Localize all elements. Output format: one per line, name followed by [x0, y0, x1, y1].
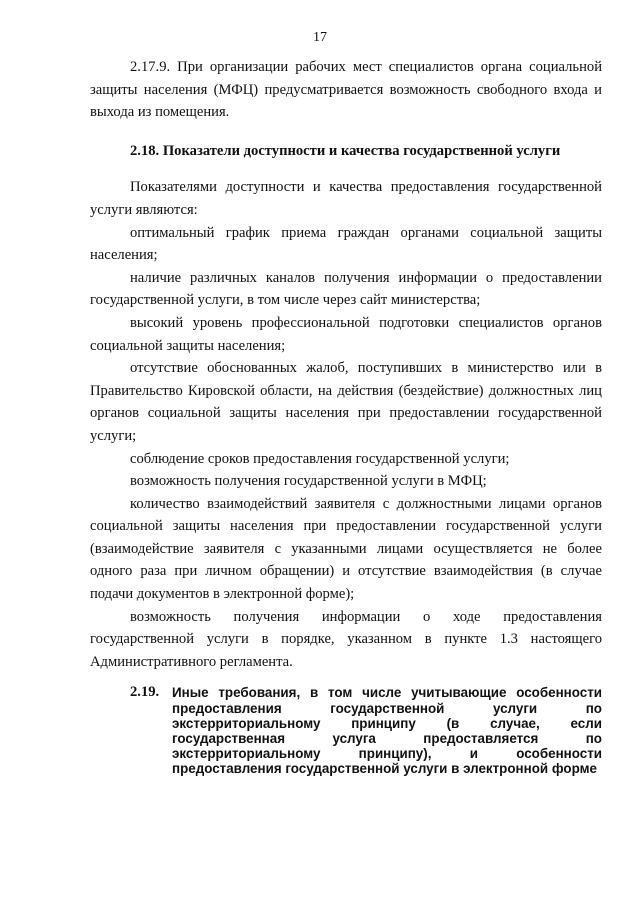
section-heading-2-19: [130, 685, 602, 776]
section-title-2-19: Иные требования, в том числе учитывающие особенности предоставления государственной услуги по экстерриториальному принципу (в случае, если государственная услуга предоставляется по экстерриториальному принципу), и особенности предоставления государственной услуги в электронной форме: [172, 685, 602, 777]
page-content: [90, 56, 602, 777]
list-item-complaints: отсутствие обоснованных жалоб, поступивших в министерство или в Правительство Кировской области, на действия (бездействие) должностных лиц органов социальной защиты населения при предоставлении государственной услуги;: [90, 360, 602, 444]
list-item-qualification: высокий уровень профессиональной подготовки специалистов органов социальной защиты населения;: [90, 314, 602, 354]
list-item-mfc: возможность получения государственной услуги в МФЦ;: [130, 473, 487, 490]
paragraph-2-17-9: 2.17.9. При организации рабочих мест специалистов органа социальной защиты населения (МФЦ) предусматривается возможность свободного входа и выхода из помещения.: [90, 59, 602, 121]
section-heading-2-18: 2.18. Показатели доступности и качества государственной услуги: [130, 142, 561, 159]
list-item-schedule: оптимальный график приема граждан органами социальной защиты населения;: [90, 224, 602, 264]
page-number: 17: [313, 30, 327, 45]
paragraph-intro: Показателями доступности и качества предоставления государственной услуги являются:: [90, 179, 602, 218]
list-item-progress-info: возможность получения информации о ходе предоставления государственной услуги в порядке, указанном в пункте 1.3 настоящего Административного регламента.: [90, 608, 602, 670]
section-number-2-19: 2.19.: [130, 684, 160, 701]
list-item-channels: наличие различных каналов получения информации о предоставлении государственной услуги, в том числе через сайт министерства;: [90, 269, 602, 309]
list-item-deadlines: соблюдение сроков предоставления государственной услуги;: [130, 450, 510, 467]
list-item-interactions: количество взаимодействий заявителя с должностными лицами органов социальной защиты населения при предоставлении государственной услуги (взаимодействие заявителя с указанными лицами осуществляется не более одного раза при личном обращении) и отсутствие взаимодействия (в случае подачи документов в электронной форме);: [90, 495, 602, 603]
